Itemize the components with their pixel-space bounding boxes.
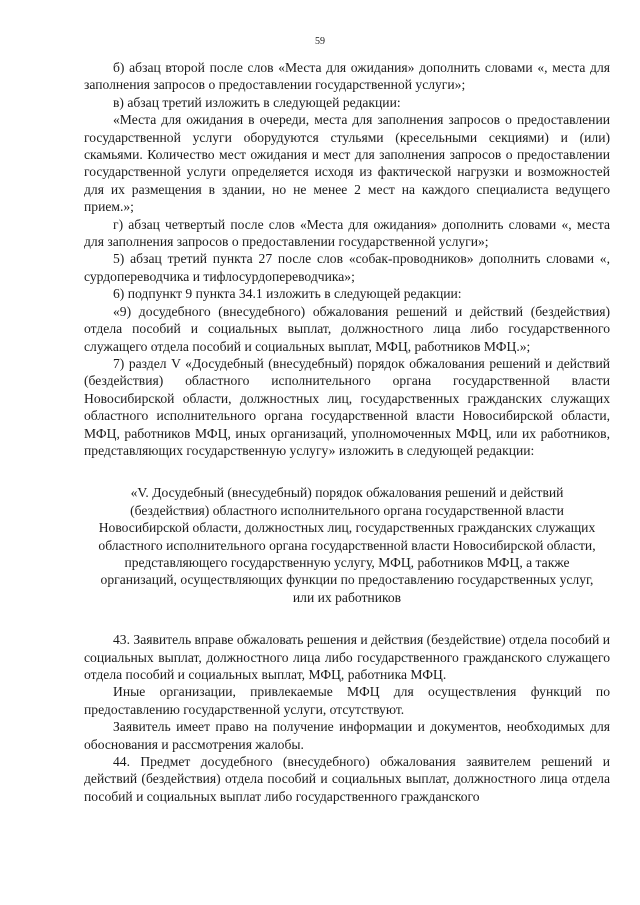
paragraph-mesta-dlya-ozhidaniya: «Места для ожидания в очереди, места для заполнения запросов о предоставлении государственной услуги оборудуются стульями (кресельными секциями) и (или) скамьями. Количество мест ожидания и мест для заполнения запросов о предоставлении государственной услуги определяется исходя из фактической нагрузки и возможностей для их размещения в здании, но не менее 2 мест на каждого специалиста ведущего прием.»; (84, 112, 610, 215)
paragraph-b-abzac-vtoroy: б) абзац второй после слов «Места для ожидания» дополнить словами «, места для заполнения запросов о предоставлении государственной услуги»; (84, 60, 610, 93)
paragraph-44: 44. Предмет досудебного (внесудебного) обжалования заявителем решений и действий (бездействия) отдела пособий и социальных выплат, должностного лица отдела пособий и социальных выплат либо государственного гражданского (84, 754, 610, 804)
paragraph-7-razdel-v: 7) раздел V «Досудебный (внесудебный) порядок обжалования решений и действий (бездействия) областного исполнительного органа государственной власти Новосибирской области, должностных лиц, государственных гражданских служащих областного исполнительного органа государственной власти Новосибирской области, МФЦ, работников МФЦ, иных организаций, уполномоченных МФЦ, или их работников, представляющих государственную услугу» изложить в следующей редакции: (84, 355, 610, 458)
paragraph-43: 43. Заявитель вправе обжаловать решения и действия (бездействие) отдела пособий и социальных выплат, должностного лица либо государственного гражданского служащего отдела пособий и социальных выплат, МФЦ, работника МФЦ. (84, 632, 610, 682)
paragraph-v-abzac-tretiy: в) абзац третий изложить в следующей редакции: (113, 94, 401, 110)
paragraph-9-obzhalovanie: «9) досудебного (внесудебного) обжалования решений и действий (бездействия) отдела пособий и социальных выплат, должностного лица либо государственного служащего отдела пособий и социальных выплат, МФЦ, работников МФЦ.»; (84, 303, 610, 354)
paragraph-inye-organizacii: Иные организации, привлекаемые МФЦ для осуществления функций по предоставлению государственной услуги, отсутствуют. (84, 684, 610, 717)
paragraph-6-podpunkt-9: 6) подпункт 9 пункта 34.1 изложить в следующей редакции: (113, 286, 462, 302)
document-body (84, 59, 610, 805)
paragraph-5-punkt-27: 5) абзац третий пункта 27 после слов «собак-проводников» дополнить словами «, сурдопереводчика и тифлосурдопереводчика»; (84, 251, 610, 284)
paragraph-g-abzac-chetvertyy: г) абзац четвертый после слов «Места для ожидания» дополнить словами «, места для заполнения запросов о предоставлении государственной услуги»; (84, 216, 610, 250)
section-title: «V. Досудебный (внесудебный) порядок обжалования решений и действий (бездействия) областного исполнительного органа государственной власти Новосибирской области, должностных лиц, государственных гражданских служащих областного исполнительного органа государственной власти Новосибирской области, представляющего государственную услугу, МФЦ, работников МФЦ, а также организаций, осуществляющих функции по предоставлению государственных услуг, или их работников (98, 485, 596, 605)
page-number: 59 (315, 36, 325, 47)
paragraph-pravo-na-informaciyu: Заявитель имеет право на получение информации и документов, необходимых для обоснования и рассмотрения жалобы. (84, 719, 610, 752)
